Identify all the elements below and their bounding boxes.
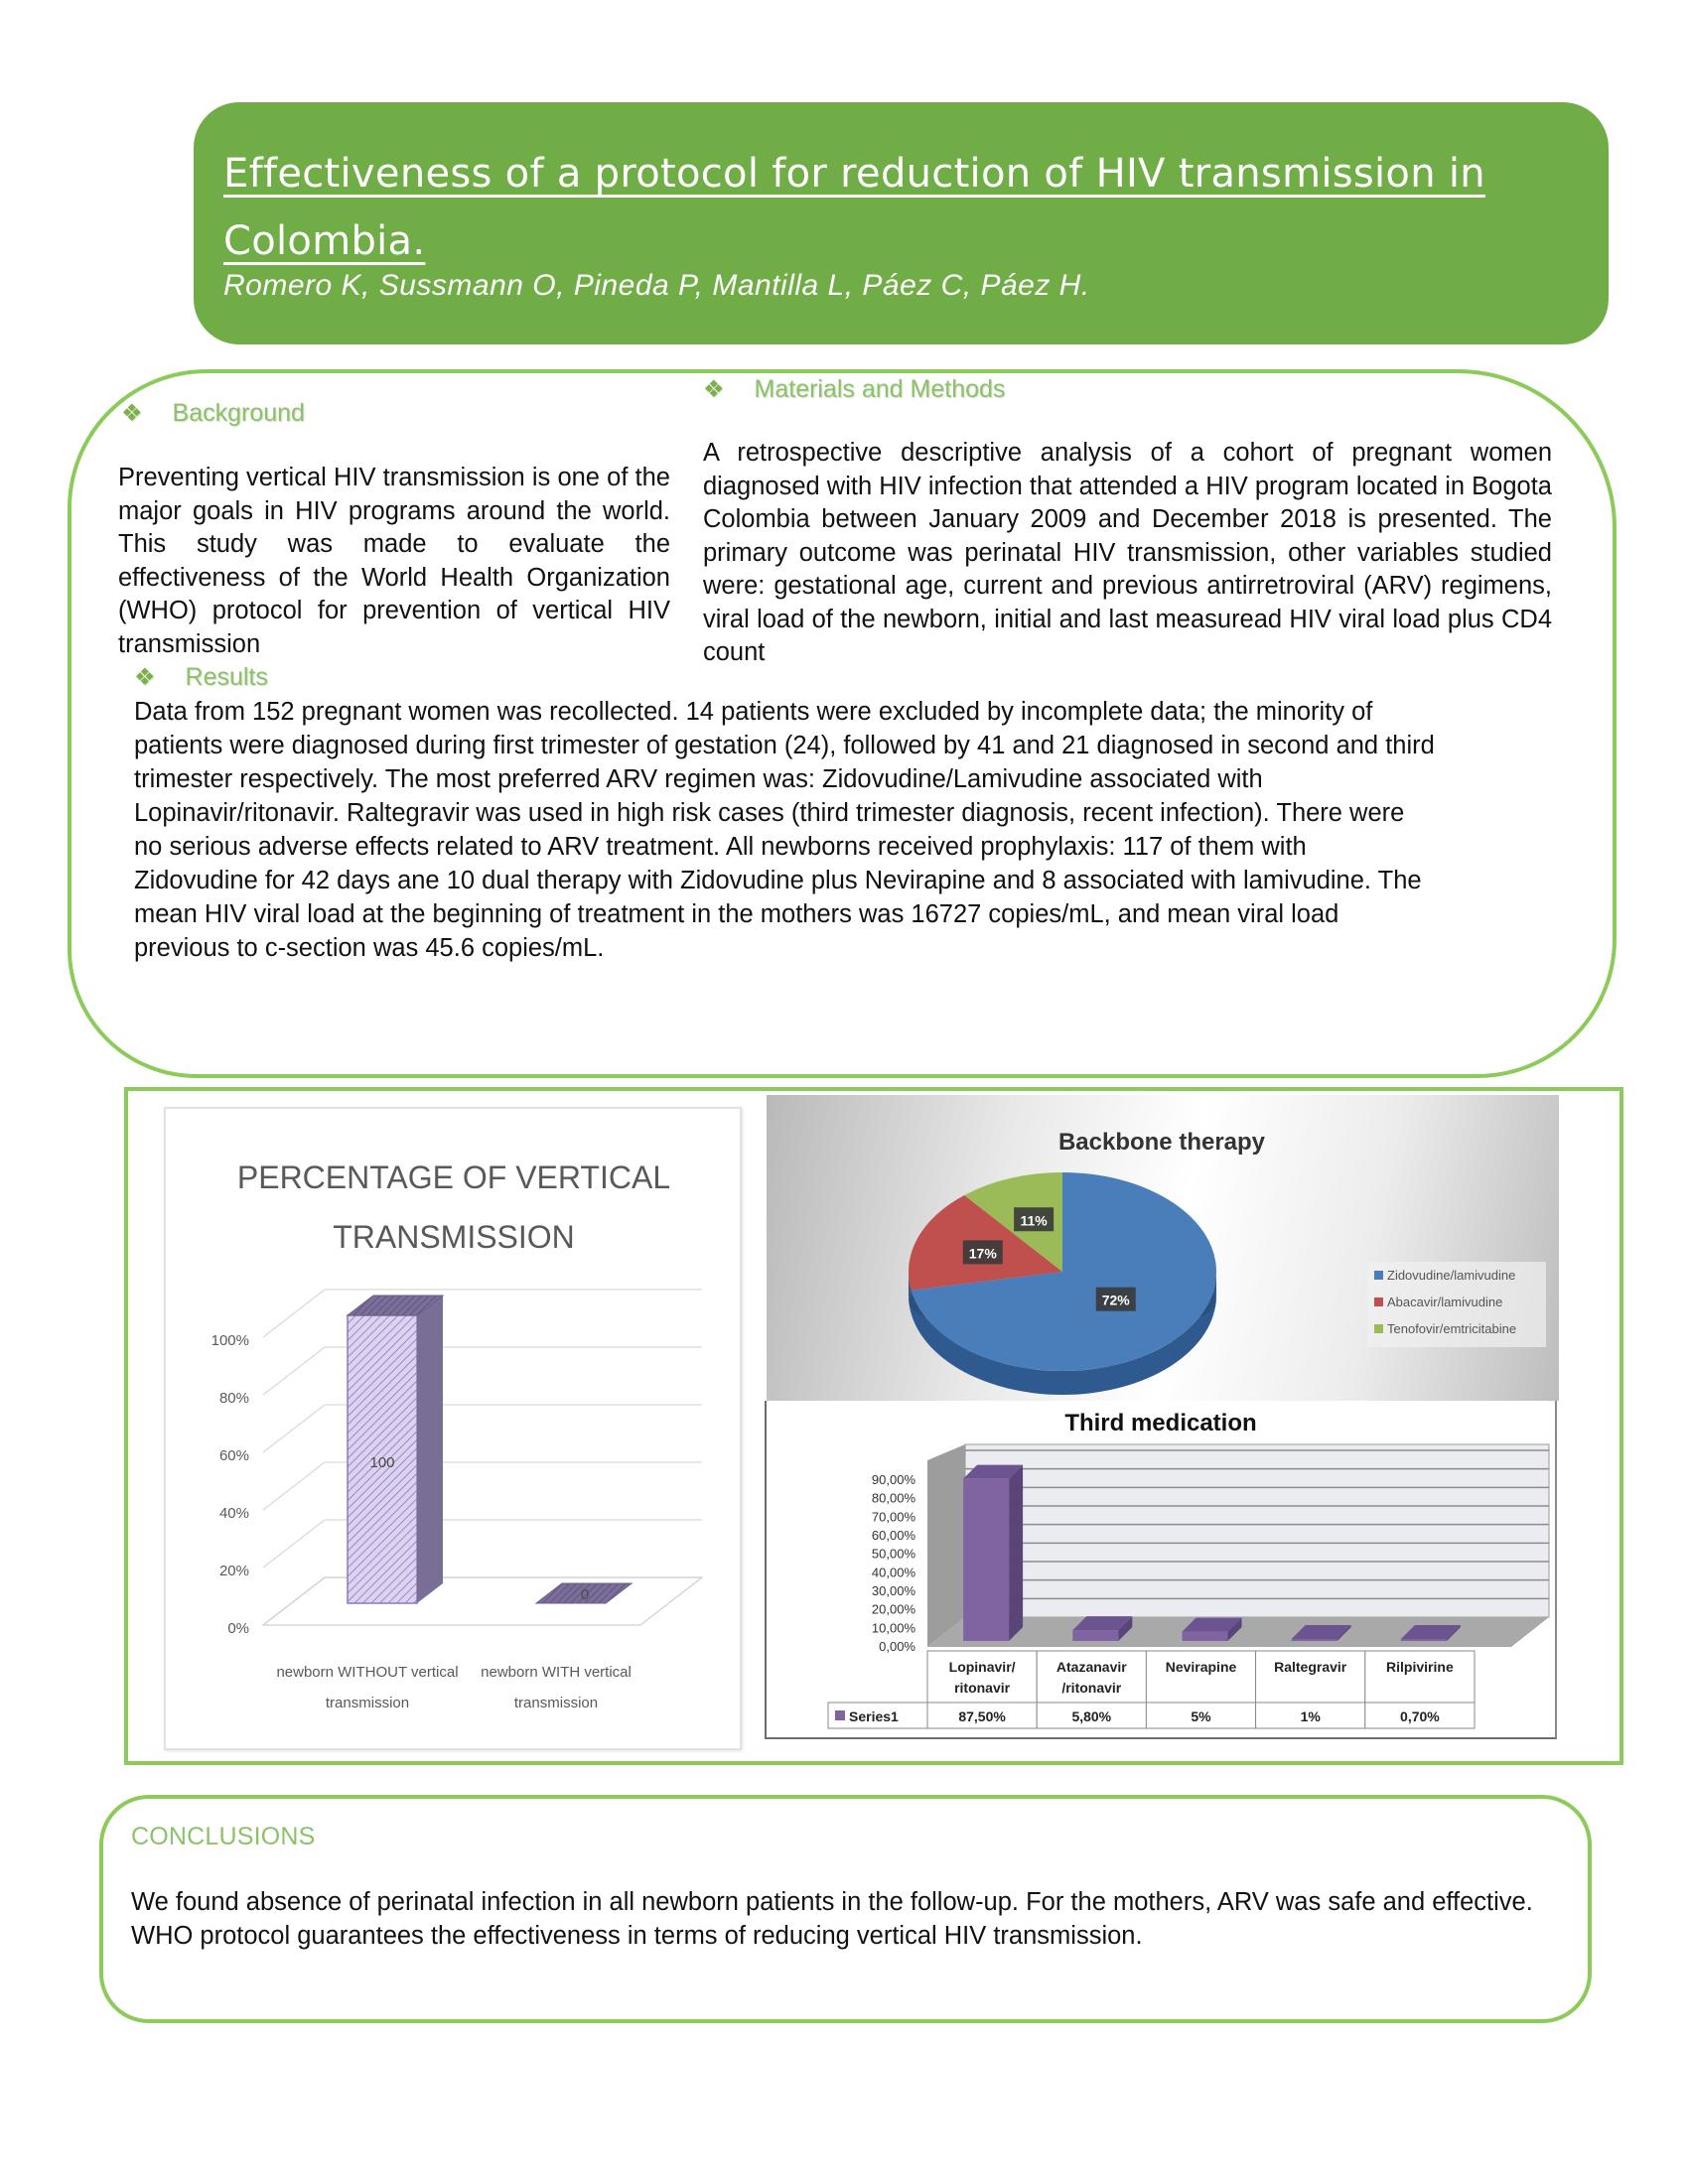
background-heading bbox=[121, 399, 305, 428]
diamond-bullet-icon: ❖ bbox=[134, 664, 156, 691]
med-value-label: 0,70% bbox=[1400, 1708, 1440, 1724]
med-title: Third medication bbox=[1064, 1410, 1257, 1436]
third-medication-chart bbox=[765, 1401, 1557, 1739]
authors: Romero K, Sussmann O, Pineda P, Mantilla L, Páez C, Páez H. bbox=[223, 269, 1090, 302]
conclusions-heading: CONCLUSIONS bbox=[131, 1823, 316, 1850]
med-y-tick: 90,00% bbox=[871, 1472, 915, 1487]
third-medication-svg bbox=[767, 1401, 1555, 1737]
pie-title: Backbone therapy bbox=[1057, 1129, 1266, 1156]
legend-swatch-icon bbox=[1374, 1271, 1383, 1280]
background-heading-label: Background bbox=[172, 399, 305, 427]
results-line: mean HIV viral load at the beginning of treatment in the mothers was 16727 copies/mL, and mean viral load bbox=[134, 900, 1339, 928]
pie-data-label bbox=[1014, 1207, 1054, 1231]
vertical-transmission-chart bbox=[164, 1107, 742, 1750]
vt-y-tick: 60% bbox=[218, 1447, 249, 1464]
med-category-label: /ritonavir bbox=[1061, 1680, 1122, 1696]
svg-text:11%: 11% bbox=[1020, 1212, 1048, 1229]
legend-swatch-icon bbox=[1374, 1324, 1383, 1333]
vt-side-gridline bbox=[263, 1462, 325, 1510]
med-y-tick: 50,00% bbox=[871, 1546, 915, 1562]
svg-text:Abacavir/lamivudine: Abacavir/lamivudine bbox=[1387, 1295, 1503, 1309]
svg-text:Tenofovir/emtricitabine: Tenofovir/emtricitabine bbox=[1387, 1321, 1517, 1336]
pie-data-label bbox=[963, 1240, 1003, 1264]
med-series-name: Series1 bbox=[849, 1708, 899, 1724]
title-banner bbox=[194, 102, 1609, 344]
med-y-tick: 40,00% bbox=[871, 1565, 915, 1580]
results-line: Data from 152 pregnant women was recollected. 14 patients were excluded by incomplete data; the minority of bbox=[134, 698, 1373, 726]
pie-legend-item bbox=[1374, 1268, 1515, 1283]
conclusions-box bbox=[99, 1795, 1592, 2023]
vt-category-label: newborn WITH vertical bbox=[481, 1664, 632, 1681]
results-line: Lopinavir/ritonavir. Raltegravir was used in high risk cases (third trimester diagnosis, recent infection). There were bbox=[134, 799, 1405, 827]
results-line: no serious adverse effects related to ARV treatment. All newborns received prophylaxis: 117 of them with bbox=[134, 833, 1307, 861]
results-heading bbox=[134, 663, 268, 692]
poster-title: Effectiveness of a protocol for reduction of HIV transmission in Colombia. bbox=[223, 151, 1485, 264]
vt-side-gridline bbox=[263, 1405, 325, 1452]
vt-y-tick: 40% bbox=[218, 1505, 249, 1522]
methods-heading bbox=[703, 375, 1005, 404]
vt-side-gridline bbox=[263, 1290, 325, 1337]
med-category-label: Lopinavir/ bbox=[948, 1659, 1016, 1675]
vt-title-line1: PERCENTAGE OF VERTICAL bbox=[236, 1160, 671, 1195]
backbone-therapy-svg bbox=[767, 1095, 1559, 1401]
med-y-tick: 10,00% bbox=[871, 1620, 915, 1636]
med-category-label: Atazanavir bbox=[1055, 1659, 1127, 1675]
med-y-tick: 20,00% bbox=[871, 1601, 915, 1617]
series-swatch-icon bbox=[835, 1710, 845, 1720]
med-y-tick: 0,00% bbox=[879, 1639, 915, 1654]
background-text: Preventing vertical HIV transmission is one of the major goals in HIV programs around the world. This study was made to evaluate the effectiveness of the World Health Organization (WHO) protocol for prevention of vertical HIV transmission bbox=[118, 464, 670, 658]
vt-category-label: newborn WITHOUT vertical bbox=[276, 1664, 459, 1681]
svg-text:17%: 17% bbox=[968, 1245, 997, 1262]
vt-side-gridline bbox=[263, 1520, 325, 1568]
results-line: trimester respectively. The most preferred ARV regimen was: Zidovudine/Lamivudine associated with bbox=[134, 765, 1263, 793]
med-category-label: Rilpivirine bbox=[1386, 1659, 1454, 1675]
vt-y-tick: 100% bbox=[211, 1332, 249, 1349]
med-category-label: Nevirapine bbox=[1165, 1659, 1237, 1675]
vt-title-line2: TRANSMISSION bbox=[333, 1219, 575, 1255]
results-line: Zidovudine for 42 days ane 10 dual therapy with Zidovudine plus Nevirapine and 8 associated with lamivudine. The bbox=[134, 867, 1422, 894]
med-y-tick: 70,00% bbox=[871, 1509, 915, 1525]
vt-data-label: 100 bbox=[369, 1454, 395, 1471]
vt-y-tick: 0% bbox=[227, 1620, 249, 1637]
med-bar bbox=[963, 1465, 1023, 1641]
pie-data-label bbox=[1096, 1288, 1136, 1311]
vt-category-label: transmission bbox=[513, 1695, 599, 1711]
results-heading-label: Results bbox=[185, 663, 268, 691]
med-y-tick: 80,00% bbox=[871, 1490, 915, 1506]
med-category-label: ritonavir bbox=[954, 1680, 1011, 1696]
pie-legend-item bbox=[1374, 1321, 1516, 1336]
med-y-tick: 60,00% bbox=[871, 1528, 915, 1543]
methods-heading-label: Materials and Methods bbox=[754, 375, 1006, 403]
vt-data-label: 0 bbox=[580, 1586, 590, 1603]
med-y-tick: 30,00% bbox=[871, 1583, 915, 1598]
results-line: previous to c-section was 45.6 copies/mL. bbox=[134, 934, 605, 962]
med-side-wall bbox=[927, 1444, 965, 1647]
vt-y-tick: 20% bbox=[218, 1563, 249, 1579]
diamond-bullet-icon: ❖ bbox=[703, 376, 725, 403]
vt-side-gridline bbox=[263, 1347, 325, 1395]
vt-category-label: transmission bbox=[325, 1695, 410, 1711]
vt-bar bbox=[536, 1583, 632, 1603]
med-category-label: Raltegravir bbox=[1274, 1659, 1347, 1675]
diamond-bullet-icon: ❖ bbox=[121, 400, 143, 427]
med-value-label: 5,80% bbox=[1071, 1708, 1112, 1724]
results-text bbox=[134, 695, 1584, 965]
med-value-label: 1% bbox=[1300, 1708, 1321, 1724]
svg-text:Zidovudine/lamivudine: Zidovudine/lamivudine bbox=[1387, 1268, 1516, 1283]
med-back-wall bbox=[965, 1444, 1549, 1617]
vt-bar bbox=[348, 1296, 443, 1603]
backbone-therapy-chart bbox=[767, 1095, 1559, 1401]
pie-legend-item bbox=[1374, 1295, 1502, 1309]
legend-swatch-icon bbox=[1374, 1297, 1383, 1306]
med-value-label: 87,50% bbox=[958, 1708, 1006, 1724]
svg-text:72%: 72% bbox=[1101, 1292, 1130, 1308]
vertical-transmission-svg bbox=[166, 1109, 740, 1748]
conclusions-text: We found absence of perinatal infection in all newborn patients in the follow-up. For the mothers, ARV was safe and effective. WHO protocol guarantees the effectiveness in terms of reducing vertical HIV transmission. bbox=[131, 1888, 1533, 1950]
methods-text: A retrospective descriptive analysis of a cohort of pregnant women diagnosed with HIV infection that attended a HIV program located in Bogota Colombia between January 2009 and December 2018 is presented. The primary outcome was perinatal HIV transmission, other variables studied were: gestational age, current and previous antirretroviral (ARV) regimens, viral load of the newborn, initial and last measuread HIV viral load plus CD4 count bbox=[703, 439, 1552, 666]
vt-y-tick: 80% bbox=[218, 1390, 249, 1407]
med-value-label: 5% bbox=[1191, 1708, 1211, 1724]
results-line: patients were diagnosed during first trimester of gestation (24), followed by 41 and 21 diagnosed in second and third bbox=[134, 732, 1435, 759]
vt-floor bbox=[263, 1577, 702, 1625]
